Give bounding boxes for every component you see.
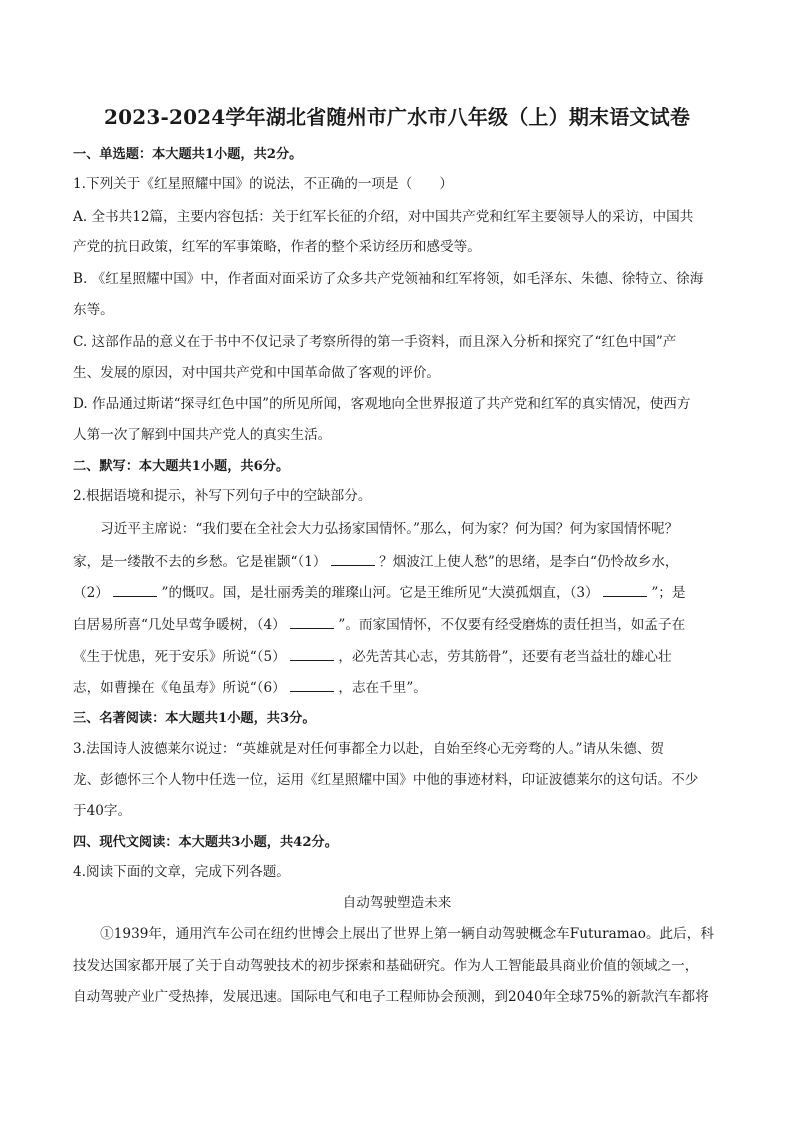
answer-blank-1[interactable] [331,554,375,566]
exam-title: 2023-2024学年湖北省随州市广水市八年级（上）期末语文试卷 [103,105,691,129]
answer-blank-6[interactable] [290,680,334,692]
option-c-line-1: C. 这部作品的意义在于书中不仅记录了考察所得的第一手资料，而且深入分析和探究了“红色中国”产 [73,334,677,350]
article-paragraph-line-2: 技发达国家都开展了关于自动驾驶技术的初步探索和基础研究。作为人工智能最具商业价值的领域之一， [73,958,699,974]
passage-line-1: 习近平主席说：“我们要在全社会大力弘扬家国情怀。”那么，何为家？何为国？何为家国情怀呢？ [73,521,679,537]
question-4-stem: 4.阅读下面的文章，完成下列各题。 [73,864,290,880]
section-heading-dictation: 二、默写：本大题共1小题，共6分。 [73,459,290,474]
answer-blank-5[interactable] [290,649,334,661]
option-b-line-1: B. 《红星照耀中国》中，作者面对面采访了众多共产党领袖和红军将领，如毛泽东、朱德、徐特立、徐海 [73,271,704,287]
section-heading-classic-reading: 三、名著阅读：本大题共1小题，共3分。 [73,711,316,726]
passage-text: ，必先苦其心志，劳其筋骨”，还要有老当益壮的雄心壮 [338,649,672,665]
option-a-line-2: 产党的抗日政策，红军的军事策略，作者的整个采访经历和感受等。 [73,239,481,255]
passage-text: （2） [73,585,109,601]
passage-line-3 [73,585,685,601]
passage-line-5 [73,649,672,665]
option-b-line-2: 东等。 [73,302,114,318]
option-d-line-1: D. 作品通过斯诺“探寻红色中国”的所见所闻，客观地向全世界报道了共产党和红军的真实情况，使西方 [73,396,691,412]
passage-line-2 [73,554,679,570]
article-title: 自动驾驶塑造未来 [342,895,452,911]
passage-text: ，志在千里”。 [338,680,427,696]
passage-text: 志，如曹操在《龟虽寿》所说“（6） [73,680,286,696]
passage-line-4 [73,617,685,633]
option-a-line-1: A. 全书共12篇，主要内容包括：关于红军长征的介绍，对中国共产党和红军主要领导人的采访，中国共 [73,209,694,225]
section-heading-single-choice: 一、单选题：本大题共1小题，共2分。 [73,147,303,162]
passage-text: 白居易所喜“几处早莺争暖树，（4） [73,617,286,633]
passage-line-6 [73,680,427,696]
question-3-line-2: 龙、彭德怀三个人物中任选一位，运用《红星照耀中国》中他的事迹材料，印证波德莱尔的这句话。不少 [73,772,699,788]
question-3-line-3: 于40字。 [73,803,132,819]
question-2-stem: 2.根据语境和提示，补写下列句子中的空缺部分。 [73,488,372,504]
option-d-line-2: 人第一次了解到中国共产党人的真实生活。 [73,427,332,443]
article-paragraph-line-1: ①1939年，通用汽车公司在纽约世博会上展出了世界上第一辆自动驾驶概念车Futuramao。此后，科 [73,926,714,942]
answer-blank-4[interactable] [290,617,334,629]
question-3-line-1: 3.法国诗人波德莱尔说过：“英雄就是对任何事都全力以赴，自始至终心无旁骛的人。”请从朱德、贺 [73,741,665,757]
article-paragraph-line-3: 自动驾驶产业广受热捧，发展迅速。国际电气和电子工程师协会预测，到2040年全球75%的新款汽车都将 [73,989,709,1005]
answer-blank-3[interactable] [603,585,647,597]
passage-text: 家，是一缕散不去的乡愁。它是崔颢“（1） [73,554,327,570]
section-heading-modern-reading: 四、现代文阅读：本大题共3小题，共42分。 [73,835,338,850]
passage-text: ”。而家国情怀，不仅要有经受磨炼的责任担当，如孟子在 [338,617,686,633]
answer-blank-2[interactable] [113,585,157,597]
passage-text: 《生于忧患，死于安乐》所说“（5） [73,649,286,665]
question-1-stem: 1.下列关于《红星照耀中国》的说法，不正确的一项是（ ） [73,176,453,192]
passage-text: ”的慨叹。国，是壮丽秀美的璀璨山河。它是王维所见“大漠孤烟直，（3） [161,585,599,601]
passage-text: ”；是 [651,585,686,601]
option-c-line-2: 生、发展的原因，对中国共产党和中国革命做了客观的评价。 [73,365,441,381]
passage-text: ？烟波江上使人愁”的思绪，是李白“仍怜故乡水， [379,554,679,570]
